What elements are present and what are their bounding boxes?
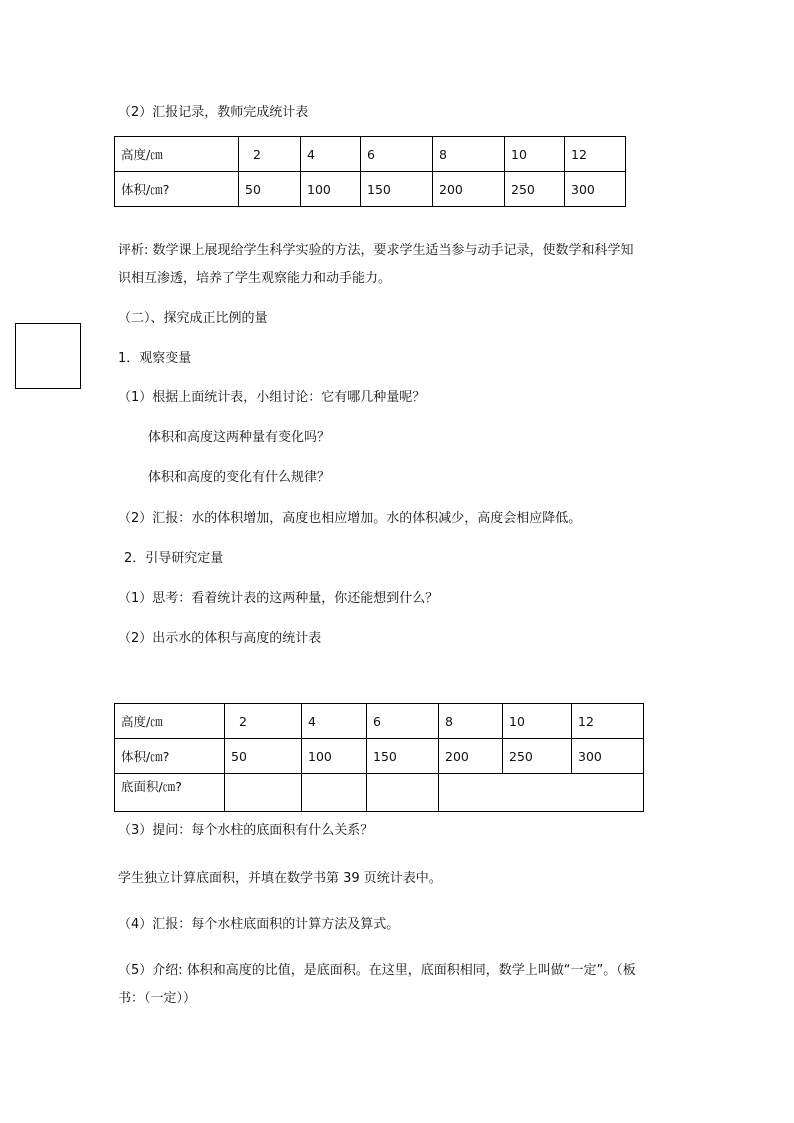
table-cell: 6	[361, 137, 433, 172]
table-cell: 高度/㎝	[115, 137, 239, 172]
table-cell: 4	[301, 137, 361, 172]
table-cell: 10	[503, 704, 572, 739]
table-row	[115, 172, 626, 207]
table-cell: 250	[503, 739, 572, 774]
table-cell: 8	[433, 137, 505, 172]
table-cell: 12	[572, 704, 644, 739]
paragraph-think: （1）思考：看着统计表的这两种量，你还能想到什么？	[118, 591, 439, 606]
section-heading: （二）、探究成正比例的量	[118, 311, 268, 326]
table-cell: 体积/㎝?	[115, 172, 239, 207]
table-cell	[302, 774, 367, 812]
table-cell: 250	[505, 172, 565, 207]
table-cell: 300	[565, 172, 626, 207]
paragraph-report-2: （4）汇报：每个水柱底面积的计算方法及算式。	[118, 917, 400, 932]
stats-table-1	[114, 136, 626, 207]
table-row	[115, 739, 644, 774]
paragraph-introduce-line-1: （5）介绍: 体积和高度的比值，是底面积。在这里，底面积相同，数学上叫做“一定”。（板	[118, 963, 636, 978]
table-cell: 200	[433, 172, 505, 207]
table-cell: 12	[565, 137, 626, 172]
table-cell: 100	[302, 739, 367, 774]
table-cell: 100	[301, 172, 361, 207]
table-cell	[367, 774, 439, 812]
paragraph-discussion: （1）根据上面统计表，小组讨论：它有哪几种量呢？	[118, 390, 426, 405]
table-cell: 体积/㎝?	[115, 739, 225, 774]
stats-table-2	[114, 703, 644, 812]
paragraph-student-calc: 学生独立计算底面积，并填在数学书第 39 页统计表中。	[118, 871, 442, 886]
paragraph-commentary-line-2: 识相互渗透，培养了学生观察能力和动手能力。	[118, 271, 392, 286]
subheading-observe: 1．观察变量	[118, 351, 192, 366]
table-cell: 底面积/㎝?	[115, 774, 225, 812]
table-row	[115, 704, 644, 739]
table-row	[115, 774, 644, 812]
empty-box	[15, 323, 81, 389]
paragraph-report: （2）汇报：水的体积增加，高度也相应增加。水的体积减少，高度会相应降低。	[118, 511, 582, 526]
paragraph-commentary-line-1: 评析: 数学课上展现给学生科学实验的方法，要求学生适当参与动手记录，使数学和科学知	[118, 243, 634, 258]
table-row	[115, 137, 626, 172]
table-cell: 高度/㎝	[115, 704, 225, 739]
table-cell: 6	[367, 704, 439, 739]
table-cell: 2	[239, 137, 301, 172]
table-cell: 300	[572, 739, 644, 774]
paragraph-introduce-line-2: 书：（一定））	[118, 991, 197, 1006]
question-line-1: 体积和高度这两种量有变化吗？	[148, 430, 331, 445]
table-cell: 10	[505, 137, 565, 172]
table-cell: 8	[439, 704, 503, 739]
question-line-2: 体积和高度的变化有什么规律？	[148, 470, 331, 485]
table-cell: 200	[439, 739, 503, 774]
paragraph-show-table: （2）出示水的体积与高度的统计表	[118, 631, 322, 646]
table-cell: 2	[225, 704, 302, 739]
table-cell: 4	[302, 704, 367, 739]
paragraph-question: （3）提问：每个水柱的底面积有什么关系？	[118, 823, 374, 838]
subheading-guide: 2．引导研究定量	[124, 551, 224, 566]
paragraph-report-record: （2）汇报记录，教师完成统计表	[118, 105, 309, 120]
table-cell: 150	[367, 739, 439, 774]
table-cell: 50	[225, 739, 302, 774]
table-cell: 150	[361, 172, 433, 207]
table-cell: 50	[239, 172, 301, 207]
table-cell	[439, 774, 644, 812]
table-cell	[225, 774, 302, 812]
